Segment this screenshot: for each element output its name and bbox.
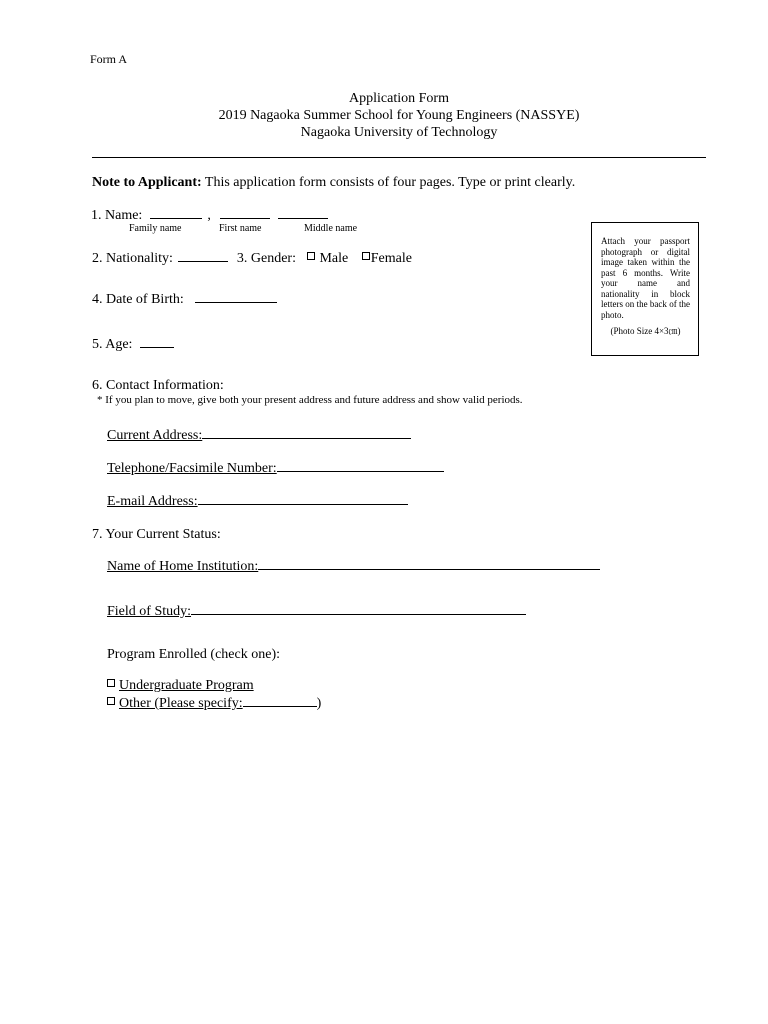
nationality-label: 2. Nationality:: [92, 251, 173, 266]
dob-label: 4. Date of Birth:: [92, 292, 184, 307]
undergraduate-option[interactable]: [107, 677, 254, 694]
telephone-row: [107, 458, 444, 477]
email-row: [107, 491, 408, 510]
name-label: 1. Name:: [91, 208, 143, 223]
first-name-caption: First name: [219, 223, 262, 234]
home-institution-label: Name of Home Institution:: [107, 559, 259, 574]
status-label: 7. Your Current Status:: [92, 527, 221, 542]
nationality-gender-row: [92, 248, 412, 267]
age-field[interactable]: [140, 334, 174, 348]
field-of-study-row: [107, 601, 526, 620]
current-address-field[interactable]: [202, 425, 411, 439]
telephone-label: Telephone/Facsimile Number:: [107, 461, 277, 476]
photo-size: (Photo Size 4×3㎝): [610, 326, 681, 336]
nationality-field[interactable]: [178, 248, 228, 262]
university-name: Nagaoka University of Technology: [300, 125, 498, 140]
family-name-field[interactable]: [150, 205, 202, 219]
photo-box[interactable]: [591, 222, 699, 356]
dob-field[interactable]: [195, 289, 277, 303]
field-of-study-label: Field of Study:: [107, 604, 192, 619]
undergraduate-checkbox[interactable]: [107, 679, 115, 687]
note-to-applicant: [92, 174, 575, 191]
contact-label: 6. Contact Information:: [92, 378, 224, 393]
female-label: Female: [370, 251, 412, 266]
female-checkbox[interactable]: [362, 252, 370, 260]
undergraduate-label: Undergraduate Program: [119, 678, 254, 693]
other-close: ): [316, 696, 322, 711]
header-divider: [92, 157, 706, 158]
telephone-field[interactable]: [277, 458, 444, 472]
first-name-field[interactable]: [220, 205, 270, 219]
other-label: Other (Please specify:: [119, 696, 243, 711]
home-institution-row: [107, 556, 600, 575]
other-specify-field[interactable]: [243, 693, 317, 707]
current-address-label: Current Address:: [107, 428, 203, 443]
form-title: Application Form: [349, 91, 449, 106]
middle-name-caption: Middle name: [304, 223, 358, 234]
age-label: 5. Age:: [92, 337, 133, 352]
note-label: Note to Applicant:: [92, 175, 202, 190]
dob-row: [92, 289, 277, 308]
program-title: 2019 Nagaoka Summer School for Young Engineers (NASSYE): [218, 108, 580, 123]
male-checkbox[interactable]: [307, 252, 315, 260]
family-name-caption: Family name: [129, 223, 182, 234]
note-text: This application form consists of four pages. Type or print clearly.: [201, 175, 576, 190]
field-of-study-field[interactable]: [191, 601, 526, 615]
gender-label: 3. Gender:: [236, 251, 296, 266]
email-label: E-mail Address:: [107, 494, 198, 509]
home-institution-field[interactable]: [258, 556, 600, 570]
form-id: Form A: [90, 52, 128, 66]
name-row: 1. Name: ,: [91, 205, 328, 224]
other-checkbox[interactable]: [107, 697, 115, 705]
program-enrolled-label: Program Enrolled (check one):: [107, 647, 280, 662]
age-row: [92, 334, 174, 353]
email-field[interactable]: [198, 491, 408, 505]
other-option[interactable]: [107, 693, 321, 712]
photo-instructions: Attach your passport photograph or digital image taken within the past 6 months. Write your name and nationality in block letters on the back of the photo.: [601, 236, 690, 320]
male-label: Male: [319, 251, 349, 266]
middle-name-field[interactable]: [278, 205, 328, 219]
contact-note: * If you plan to move, give both your present address and future address and show valid periods.: [97, 394, 523, 406]
current-address-row: [107, 425, 411, 444]
